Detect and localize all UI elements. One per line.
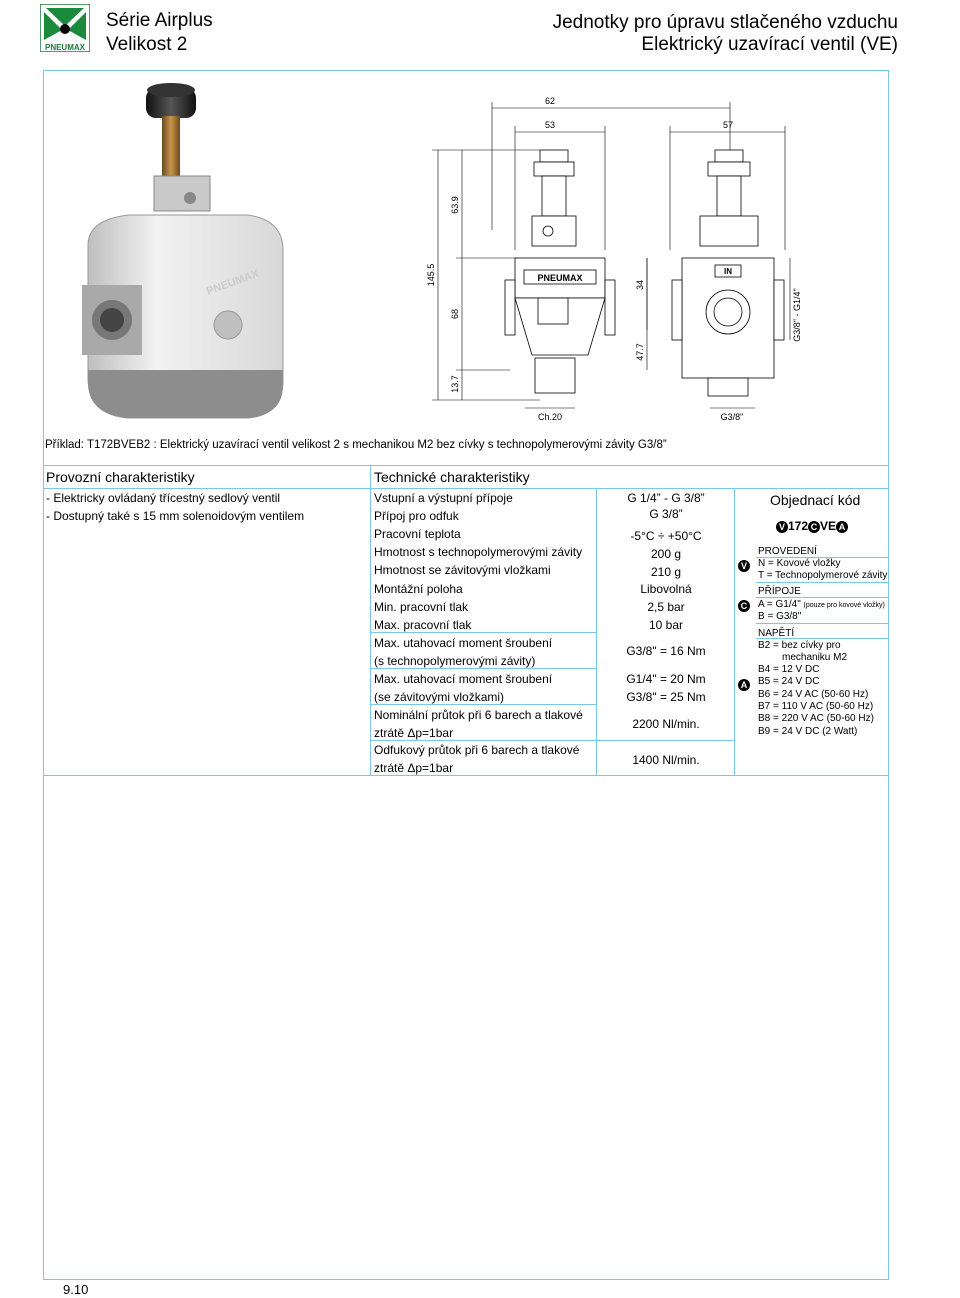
technical-heading: Technické charakteristiky: [374, 469, 530, 485]
tech-value: 200 g: [650, 547, 682, 561]
napeti-item: B9 = 24 V DC (2 Watt): [758, 726, 858, 737]
tech-label: Max. utahovací moment šroubení: [374, 636, 553, 650]
operating-item: - Elektricky ovládaný třícestný sedlový ventil: [46, 491, 281, 505]
tech-value: 2,5 bar: [647, 600, 685, 614]
divider: [370, 704, 596, 705]
pripoje-item-a: A = G1/4" (pouze pro kovové vložky): [758, 599, 885, 610]
tech-value: 210 g: [650, 565, 682, 579]
pripoje-item-b: B = G3/8": [758, 611, 802, 622]
logo-text: PNEUMAX: [44, 43, 86, 52]
code-ve: VE: [820, 519, 837, 533]
provedeni-badge: V: [738, 560, 750, 572]
svg-text:PNEUMAX: PNEUMAX: [204, 267, 261, 298]
code-badge-c: C: [808, 521, 820, 533]
tech-label: Odfukový průtok při 6 barech a tlakové: [374, 743, 580, 757]
label-ch20: Ch.20: [537, 412, 563, 422]
technical-drawing: [410, 90, 820, 430]
tech-value: G3/8" = 25 Nm: [626, 690, 706, 704]
pneumax-logo: [40, 4, 90, 52]
tech-value: G 3/8”: [649, 507, 683, 521]
tech-label: (s technopolymerovými závity): [374, 654, 536, 668]
napeti-item: B6 = 24 V AC (50-60 Hz): [758, 689, 869, 700]
dim-68: 68: [450, 308, 460, 320]
napeti-item: B7 = 110 V AC (50-60 Hz): [758, 701, 874, 712]
tech-label: Přípoj pro odfuk: [374, 509, 459, 523]
operating-item: - Dostupný také s 15 mm solenoidovým ventilem: [46, 509, 305, 523]
provedeni-item: N = Kovové vložky: [758, 558, 841, 569]
tech-value: G1/4" = 20 Nm: [626, 672, 706, 686]
divider: [756, 623, 889, 624]
napeti-item: B8 = 220 V AC (50-60 Hz): [758, 713, 874, 724]
tech-label: Max. pracovní tlak: [374, 618, 472, 632]
napeti-item: mechaniku M2: [782, 652, 848, 663]
document-title: Jednotky pro úpravu stlačeného vzduchu: [552, 12, 898, 33]
napeti-item: B2 = bez cívky pro: [758, 640, 841, 651]
order-code: [776, 519, 848, 533]
tech-label: Vstupní a výstupní přípoje: [374, 491, 513, 505]
code-badge-v: V: [776, 521, 788, 533]
napeti-item: B4 = 12 V DC: [758, 664, 820, 675]
napeti-badge: A: [738, 679, 750, 691]
dim-145-5: 145.5: [426, 263, 436, 287]
tech-label: Hmotnost s technopolymerovými závity: [374, 545, 583, 559]
provedeni-item: T = Technopolymerové závity: [758, 570, 888, 581]
dim-47-7: 47.7: [635, 343, 645, 361]
divider: [370, 668, 596, 669]
tech-label: Max. utahovací moment šroubení: [374, 672, 553, 686]
tech-label: (se závitovými vložkami): [374, 690, 505, 704]
tech-value: 1400 Nl/min.: [632, 753, 700, 767]
tech-label: ztrátě Δp=1bar: [374, 761, 454, 775]
tech-label: Min. pracovní tlak: [374, 600, 469, 614]
product-photo: [78, 80, 298, 425]
provedeni-title: PROVEDENÍ: [758, 546, 817, 557]
divider: [756, 582, 889, 583]
pripoje-title: PŘÍPOJE: [758, 586, 801, 597]
divider: [734, 488, 735, 775]
divider: [596, 488, 597, 775]
dim-62: 62: [544, 96, 556, 106]
drawing-body-brand: PNEUMAX: [537, 273, 583, 283]
code-badge-a: A: [836, 521, 848, 533]
label-g38: G3/8": [720, 412, 744, 422]
operating-heading: Provozní charakteristiky: [46, 469, 195, 485]
tech-label: Pracovní teplota: [374, 527, 461, 541]
code-172: 172: [788, 519, 809, 533]
order-code-heading: Objednací kód: [770, 492, 861, 508]
divider: [370, 632, 596, 633]
dim-port: G3/8" - G1/4": [792, 288, 802, 342]
dim-34: 34: [635, 279, 645, 291]
pripoje-badge: C: [738, 600, 750, 612]
napeti-item: B5 = 24 V DC: [758, 676, 820, 687]
tech-value: Libovolná: [640, 582, 692, 596]
drawing-in-label: IN: [724, 267, 732, 276]
dim-53: 53: [544, 120, 556, 130]
tech-value: G 1/4” - G 3/8”: [627, 491, 705, 505]
tech-value: -5°C ÷ +50°C: [630, 529, 702, 543]
tech-label: Montážní poloha: [374, 582, 463, 596]
divider: [43, 775, 889, 776]
napeti-title: NAPĚTÍ: [758, 628, 795, 639]
tech-value: 10 bar: [648, 618, 684, 632]
divider: [370, 740, 734, 741]
tech-label: Nominální průtok při 6 barech a tlakové: [374, 708, 583, 722]
tech-label: ztrátě Δp=1bar: [374, 726, 454, 740]
series-size: Velikost 2: [106, 34, 188, 55]
page-number: 9.10: [63, 1282, 89, 1297]
example-text: Příklad: T172BVEB2 : Elektrický uzavírací ventil velikost 2 s mechanikou M2 bez cívky s technopolymerovými závity G3/8”: [45, 439, 667, 451]
tech-value: 2200 Nl/min.: [632, 717, 700, 731]
tech-value: G3/8" = 16 Nm: [626, 644, 706, 658]
dim-13-7: 13.7: [450, 375, 460, 393]
dim-57: 57: [722, 120, 734, 130]
dim-63-9: 63.9: [450, 196, 460, 214]
tech-label: Hmotnost se závitovými vložkami: [374, 563, 551, 577]
document-subtitle: Elektrický uzavírací ventil (VE): [641, 34, 898, 55]
series-title: Série Airplus: [106, 10, 213, 31]
divider: [43, 465, 889, 466]
divider: [370, 465, 371, 775]
pripoje-note: (pouze pro kovové vložky): [803, 602, 885, 609]
